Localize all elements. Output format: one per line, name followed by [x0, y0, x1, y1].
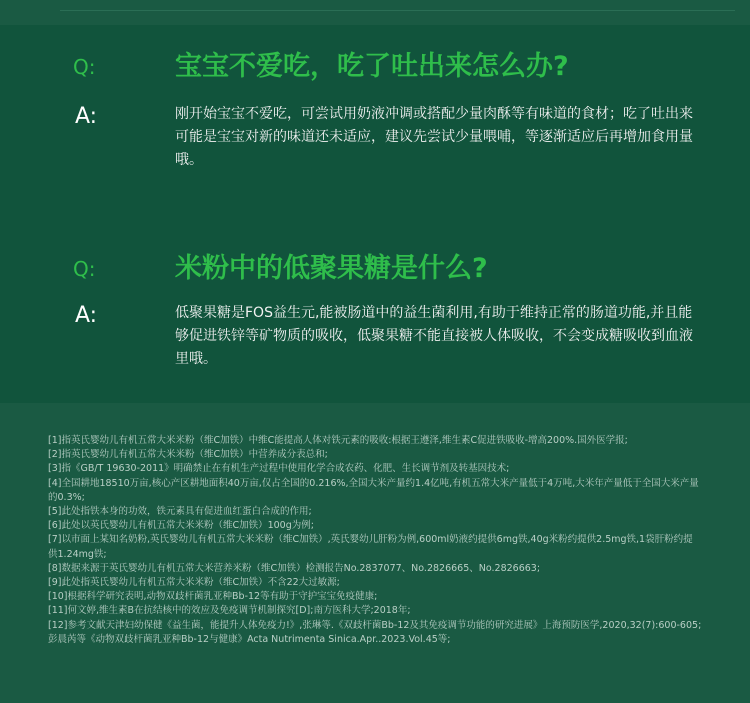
- answer-mark: A:: [75, 104, 98, 129]
- reference-item: [7]以市面上某知名奶粉,英氏婴幼儿有机五常大米米粉（维C加铁）,英氏婴幼儿肝粉为例,600ml奶液约提供6mg铁,40g米粉约提供2.5mg铁,1袋肝粉约提供1.24mg铁;: [48, 534, 693, 560]
- reference-item: [4]全国耕地18510万亩,核心产区耕地面积40万亩,仅占全国的0.216%,全国大米产量约1.4亿吨,有机五常大米产量低于4万吨,大米年产量低于全国大米产量的0.3%;: [48, 477, 699, 503]
- reference-item: [3]指《GB/T 19630-2011》明确禁止在有机生产过程中使用化学合成农药、化肥、生长调节剂及转基因技术;: [48, 463, 510, 475]
- reference-item: [1]指英氏婴幼儿有机五常大米米粉（维C加铁）中维C能提高人体对铁元素的吸收:根据王遵泽,维生素C促进铁吸收-增高200%.国外医学报;: [48, 435, 628, 446]
- question-mark: Q:: [73, 55, 96, 79]
- reference-item: [10]根据科学研究表明,动物双歧杆菌乳亚种Bb-12等有助于守护宝宝免疫健康;: [48, 591, 378, 603]
- reference-item: [12]参考文献天津妇幼保健《益生菌，能提升人体免疫力!》,张琳等.《双歧杆菌Bb-12及其免疫调节功能的研究进展》上海预防医学,2020,32(7):600-605;彭晨芮等《动物双歧杆菌乳亚种Bb-12与健康》Acta Nutrimenta Sinica.Apr..2023.Vol.45等;: [48, 619, 702, 645]
- answer-text: 低聚果糖是FOS益生元,能被肠道中的益生菌利用,有助于维持正常的肠道功能,并且能够促进铁锌等矿物质的吸收，低聚果糖不能直接被人体吸收，不会变成糖吸收到血液里哦。: [175, 305, 693, 367]
- references-list: [48, 434, 702, 647]
- question-text: 宝宝不爱吃，吃了吐出来怎么办?: [175, 51, 569, 82]
- question-text: 米粉中的低聚果糖是什么?: [175, 253, 488, 284]
- answer-text: 刚开始宝宝不爱吃，可尝试用奶液冲调或搭配少量肉酥等有味道的食材；吃了吐出来可能是宝宝对新的味道还未适应，建议先尝试少量喂哺，等逐渐适应后再增加食用量哦。: [175, 106, 693, 168]
- reference-item: [5]此处指铁本身的功效，铁元素具有促进血红蛋白合成的作用;: [48, 506, 312, 518]
- reference-item: [9]此处指英氏婴幼儿有机五常大米米粉（维C加铁）不含22大过敏源;: [48, 577, 340, 589]
- top-divider: [60, 10, 735, 11]
- question-mark: Q:: [73, 257, 96, 281]
- reference-item: [6]此处以英氏婴幼儿有机五常大米米粉（维C加铁）100g为例;: [48, 520, 314, 532]
- reference-item: [2]指英氏婴幼儿有机五常大米米粉（维C加铁）中营养成分表总和;: [48, 449, 328, 461]
- reference-item: [8]数据来源于英氏婴幼儿有机五常大米营养米粉（维C加铁）检测报告No.2837077、No.2826665、No.2826663;: [48, 562, 541, 574]
- reference-item: [11]何文婷,维生素B在抗结核中的效应及免疫调节机制探究[D];南方医科大学;2018年;: [48, 605, 411, 617]
- answer-mark: A:: [75, 303, 98, 328]
